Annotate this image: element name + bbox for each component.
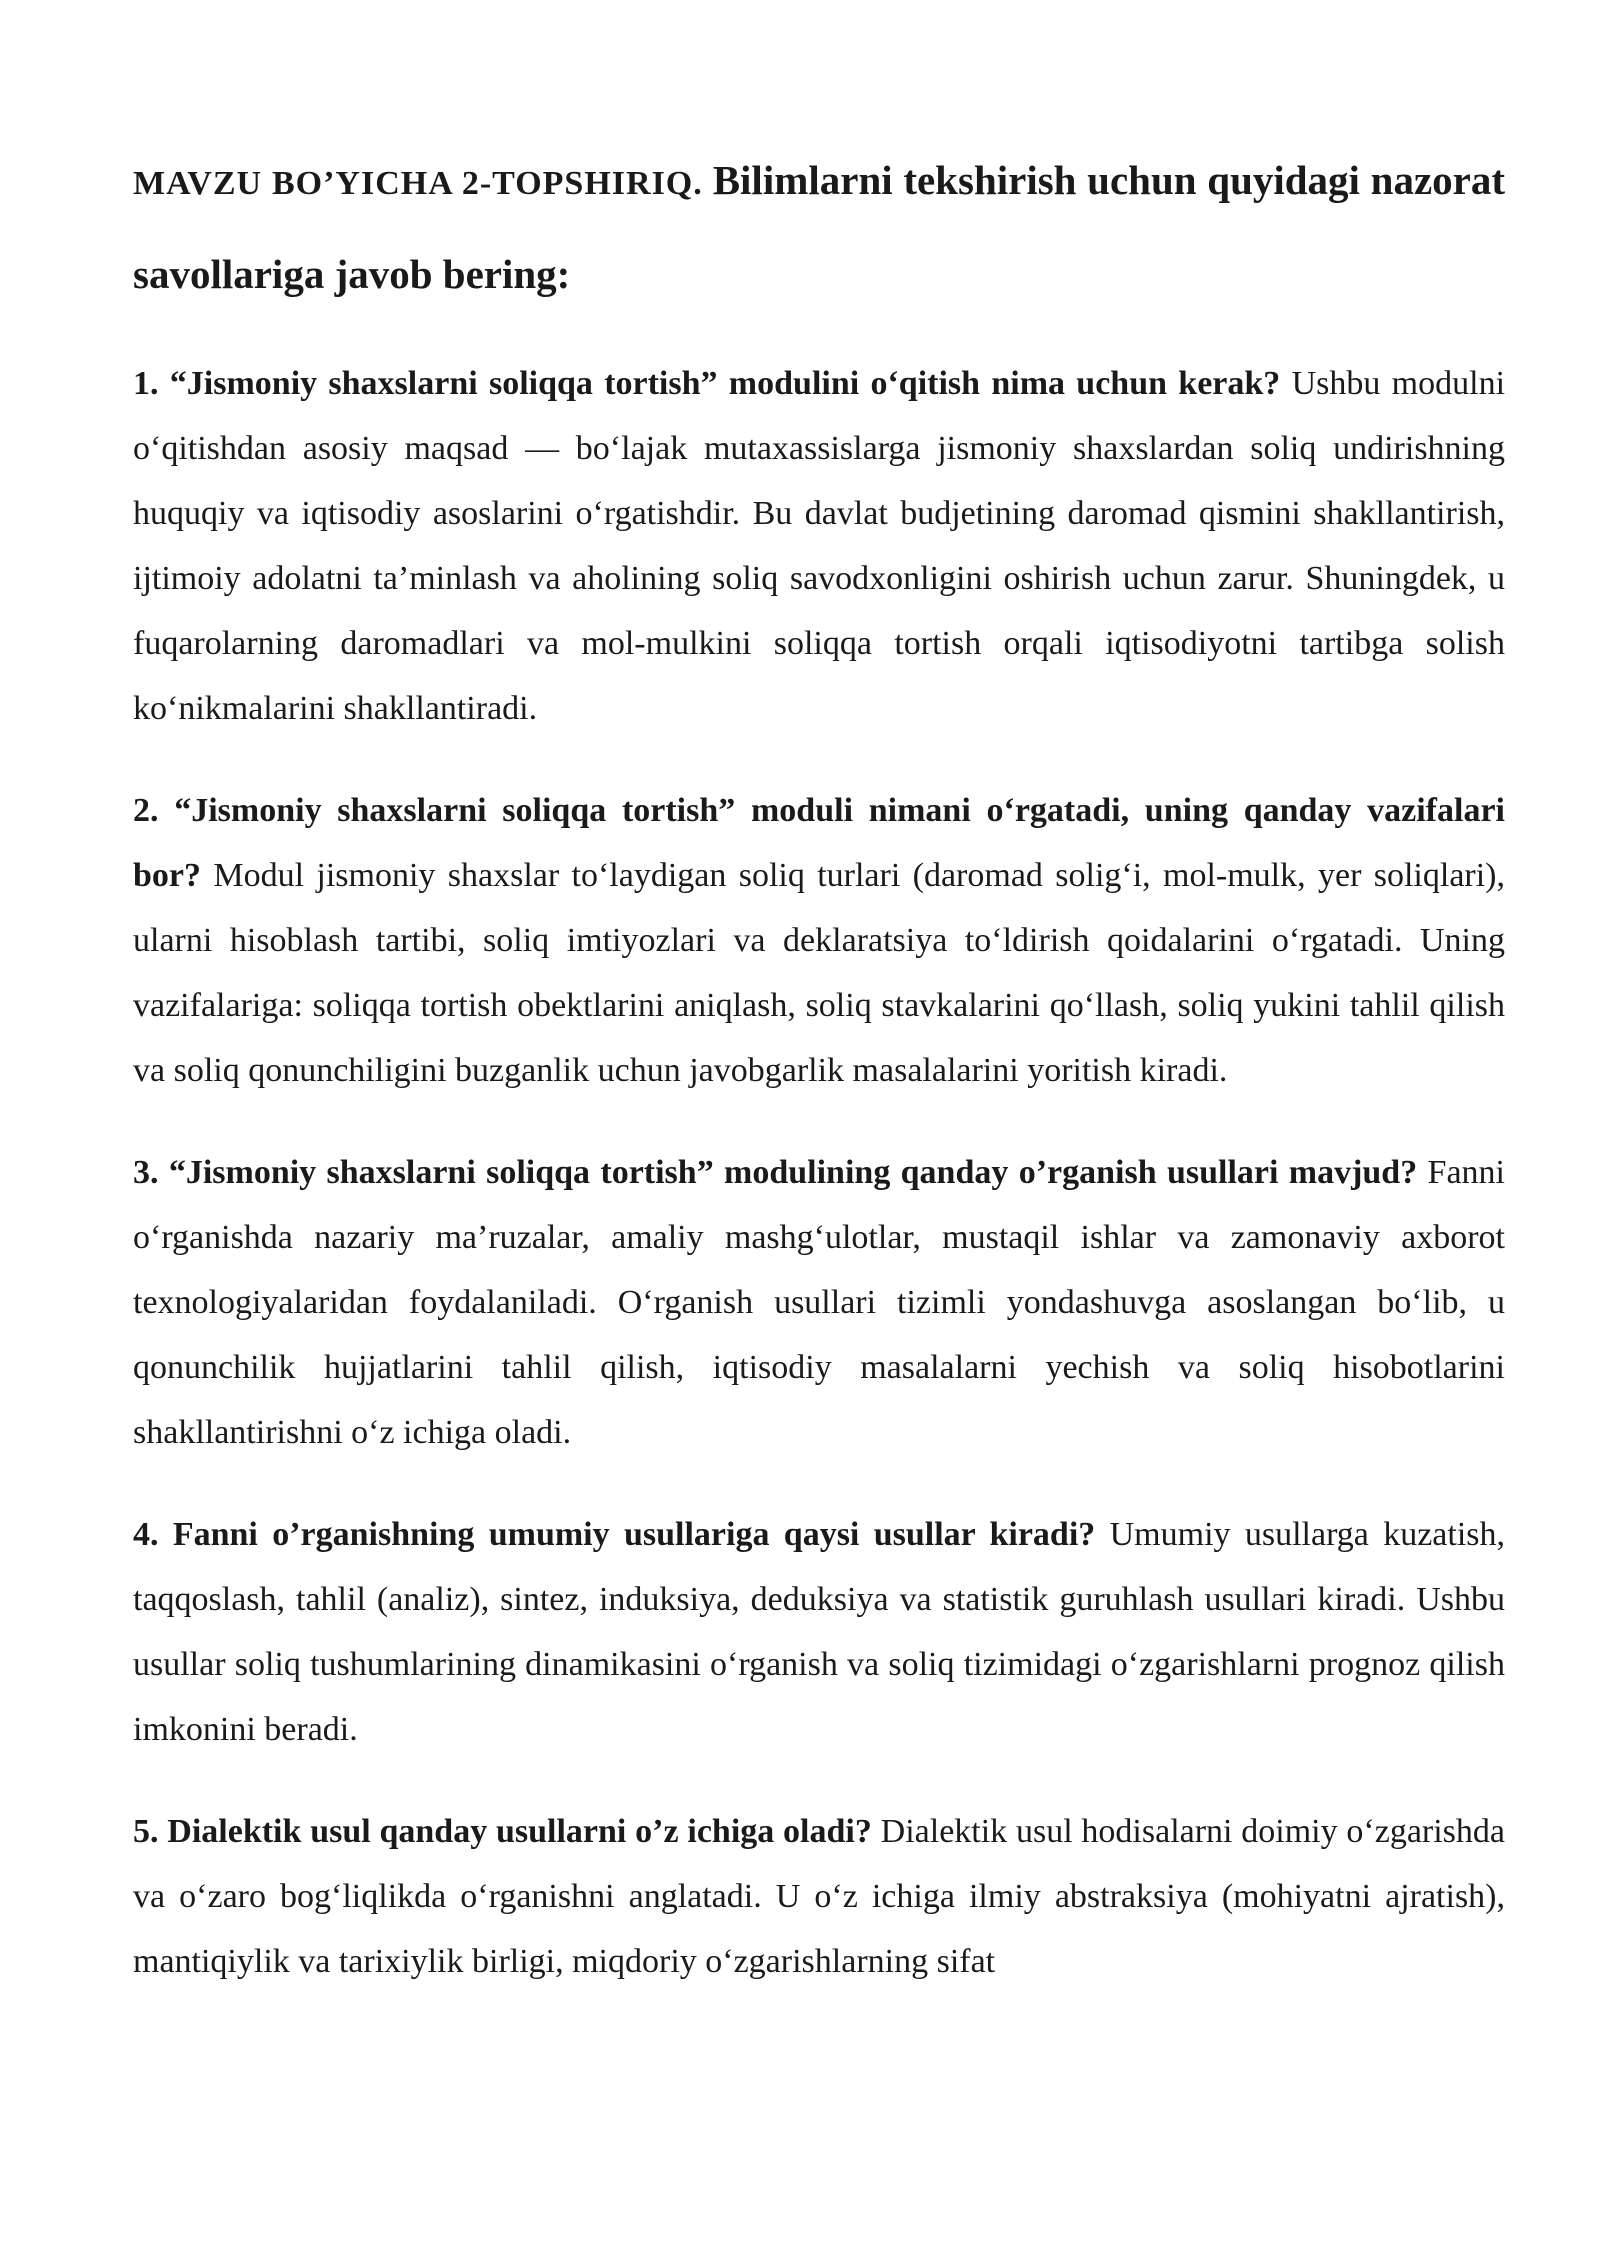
question-item-2 (133, 778, 1505, 1103)
question-item-1 (133, 351, 1505, 741)
answer-text: Modul jismoniy shaxslar to‘laydigan soliq turlari (daromad solig‘i, mol-mulk, yer soliqlari), ularni hisoblash tartibi, soliq imtiyozlari va deklaratsiya to‘ldirish qoidalarini o‘rgatadi. Uning vazifalariga: soliqqa tortish obektlarini aniqlash, soliq stavkalarini qo‘llash, soliq yukini tahlil qilish va soliq qonunchiligini buzganlik uchun javobgarlik masalalarini yoritish kiradi. (133, 857, 1505, 1089)
answer-text: Umumiy usullarga kuzatish, taqqoslash, tahlil (analiz), sintez, induksiya, deduksiya va statistik guruhlash usullari kiradi. Ushbu usullar soliq tushumlarining dinamikasini o‘rganish va soliq tizimidagi o‘zgarishlarni prognoz qilish imkonini beradi. (133, 1516, 1506, 1748)
answer-text: Dialektik usul hodisalarni doimiy o‘zgarishda va o‘zaro bog‘liqlikda o‘rganishni anglatadi. U o‘z ichiga ilmiy abstraksiya (mohiyatni ajratish), mantiqiylik va tarixiylik birligi, miqdoriy o‘zgarishlarning sifat (133, 1813, 1506, 1980)
document-heading (133, 135, 1505, 321)
question-item-4 (133, 1502, 1505, 1762)
answer-text: Fanni o‘rganishda nazariy ma’ruzalar, amaliy mashg‘ulotlar, mustaqil ishlar va zamonaviy axborot texnologiyalaridan foydalaniladi. O‘rganish usullari tizimli yondashuvga asoslangan bo‘lib, u qonunchilik hujjatlarini tahlil qilish, iqtisodiy masalalarni yechish va soliq hisobotlarini shakllantirishni o‘z ichiga oladi. (133, 1154, 1505, 1451)
assignment-label: MAVZU BO’YICHA 2-TOPSHIRIQ. (133, 165, 703, 202)
question-text: 3. “Jismoniy shaxslarni soliqqa tortish” modulining qanday o’rganish usullari mavjud? (133, 1154, 1418, 1191)
question-item-3 (133, 1140, 1505, 1465)
question-text: 5. Dialektik usul qanday usullarni o’z ichiga oladi? (133, 1813, 872, 1850)
answer-text: Ushbu modulni o‘qitishdan asosiy maqsad — bo‘lajak mutaxassislarga jismoniy shaxslardan soliq undirishning huquqiy va iqtisodiy asoslarini o‘rgatishdir. Bu davlat budjetining daromad qismini shakllantirish, ijtimoiy adolatni ta’minlash va aholining soliq savodxonligini oshirish uchun zarur. Shuningdek, u fuqarolarning daromadlari va mol-mulkini soliqqa tortish orqali iqtisodiyotni tartibga solish ko‘nikmalarini shakllantiradi. (133, 365, 1506, 727)
question-text: 2. “Jismoniy shaxslarni soliqqa tortish” moduli nimani o‘rgatadi, uning qanday vazifalari bor? (133, 792, 1505, 894)
question-item-5 (133, 1799, 1505, 1994)
question-text: 1. “Jismoniy shaxslarni soliqqa tortish” modulini o‘qitish nima uchun kerak? (133, 365, 1281, 402)
document-page (133, 135, 1505, 2031)
question-text: 4. Fanni o’rganishning umumiy usullariga qaysi usullar kiradi? (133, 1516, 1096, 1553)
assignment-instruction: Bilimlarni tekshirish uchun quyidagi nazorat savollariga javob bering: (133, 157, 1505, 297)
